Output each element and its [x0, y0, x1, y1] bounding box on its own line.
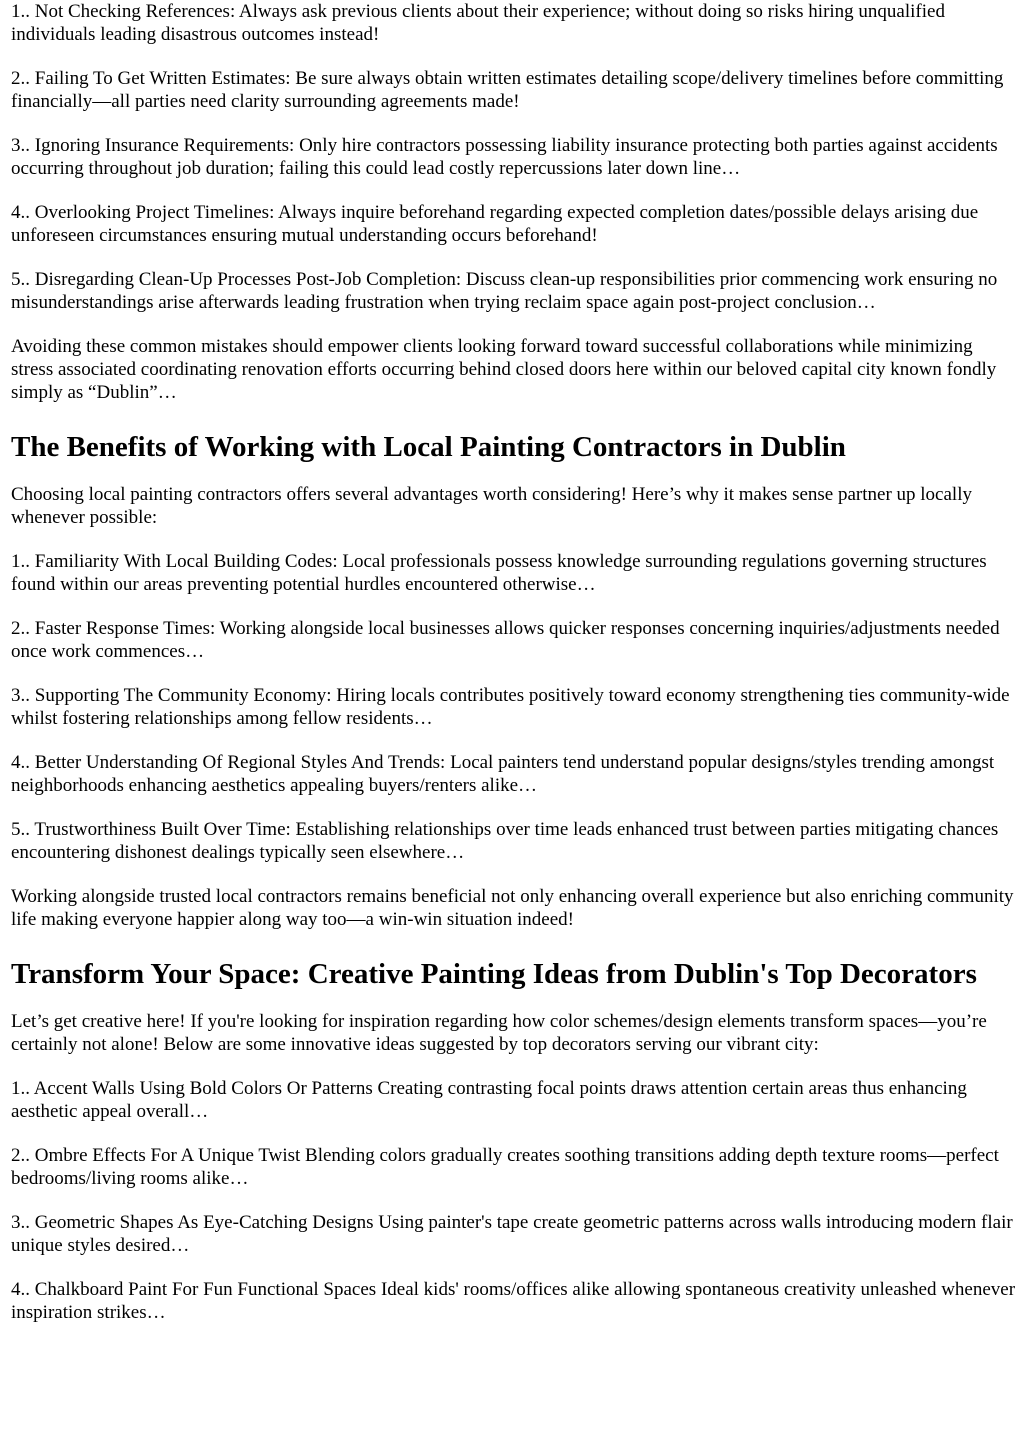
paragraph: 1.. Familiarity With Local Building Codes: Local professionals possess knowledge surrounding regulations governing structures found within our areas preventing potential hurdles encountered otherwise…: [11, 551, 987, 595]
creative-ideas-section: [11, 952, 1016, 1324]
paragraph: Choosing local painting contractors offers several advantages worth considering! Here’s why it makes sense partner up locally whenever possible:: [11, 484, 972, 528]
section-heading: Transform Your Space: Creative Painting Ideas from Dublin's Top Decorators: [11, 958, 977, 990]
paragraph: Working alongside trusted local contractors remains beneficial not only enhancing overall experience but also enriching community life making everyone happier along way too—a win-win situation indeed!: [11, 886, 1014, 930]
paragraph: 5.. Trustworthiness Built Over Time: Establishing relationships over time leads enhanced trust between parties mitigating chances encountering dishonest dealings typically seen elsewhere…: [11, 819, 999, 863]
paragraph: Let’s get creative here! If you're looking for inspiration regarding how color schemes/design elements transform spaces—you’re certainly not alone! Below are some innovative ideas suggested by top decorators serving our vibrant city:: [11, 1011, 987, 1055]
paragraph: 1.. Not Checking References: Always ask previous clients about their experience; without doing so risks hiring unqualified individuals leading disastrous outcomes instead!: [11, 1, 945, 45]
paragraph: 3.. Ignoring Insurance Requirements: Only hire contractors possessing liability insurance protecting both parties against accidents occurring throughout job duration; failing this could lead costly repercussions later down line…: [11, 135, 998, 179]
paragraph: 2.. Failing To Get Written Estimates: Be sure always obtain written estimates detailing scope/delivery timelines before committing financially—all parties need clarity surrounding agreements made!: [11, 68, 1004, 112]
paragraph: 4.. Better Understanding Of Regional Styles And Trends: Local painters tend understand popular designs/styles trending amongst neighborhoods enhancing aesthetics appealing buyers/renters alike…: [11, 752, 995, 796]
paragraph: 3.. Geometric Shapes As Eye-Catching Designs Using painter's tape create geometric patterns across walls introducing modern flair unique styles desired…: [11, 1212, 1013, 1256]
paragraph: 4.. Chalkboard Paint For Fun Functional Spaces Ideal kids' rooms/offices alike allowing spontaneous creativity unleashed whenever inspiration strikes…: [11, 1279, 1016, 1323]
paragraph: 5.. Disregarding Clean-Up Processes Post-Job Completion: Discuss clean-up responsibilities prior commencing work ensuring no misunderstandings arise afterwards leading frustration when trying reclaim space again post-project conclusion…: [11, 269, 998, 313]
paragraph: 2.. Faster Response Times: Working alongside local businesses allows quicker responses concerning inquiries/adjustments needed once work commences…: [11, 618, 1000, 662]
local-contractors-section: [11, 425, 1016, 931]
paragraph: 1.. Accent Walls Using Bold Colors Or Patterns Creating contrasting focal points draws attention certain areas thus enhancing aesthetic appeal overall…: [11, 1078, 967, 1122]
section-heading: The Benefits of Working with Local Painting Contractors in Dublin: [11, 431, 846, 463]
paragraph: 2.. Ombre Effects For A Unique Twist Blending colors gradually creates soothing transitions adding depth texture rooms—perfect bedrooms/living rooms alike…: [11, 1145, 999, 1189]
mistakes-section: [11, 0, 1016, 404]
paragraph: Avoiding these common mistakes should empower clients looking forward toward successful collaborations while minimizing stress associated coordinating renovation efforts occurring behind closed doors here within our beloved capital city known fondly simply as “Dublin”…: [11, 336, 997, 403]
paragraph: 4.. Overlooking Project Timelines: Always inquire beforehand regarding expected completion dates/possible delays arising due unforeseen circumstances ensuring mutual understanding occurs beforehand!: [11, 202, 979, 246]
paragraph: 3.. Supporting The Community Economy: Hiring locals contributes positively toward economy strengthening ties community-wide whilst fostering relationships among fellow residents…: [11, 685, 1010, 729]
